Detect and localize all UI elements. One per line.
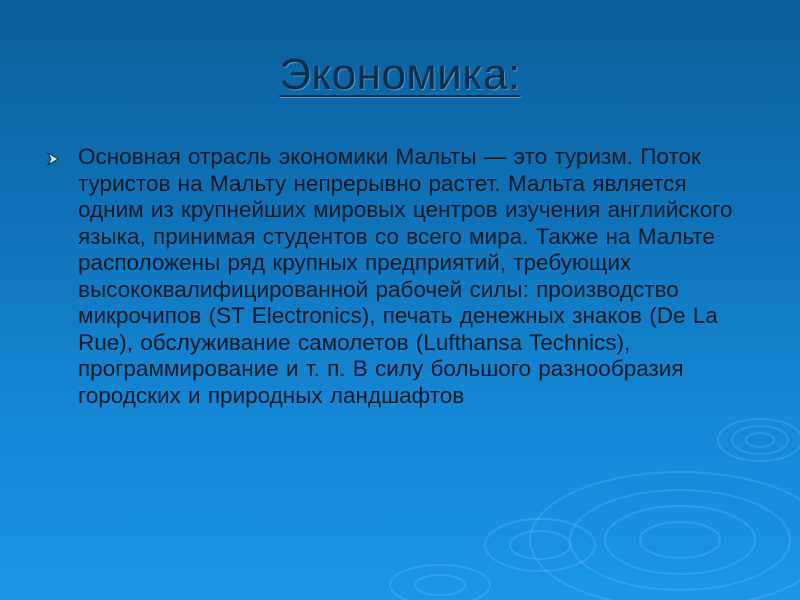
arrow-bullet-icon [46,152,60,166]
slide-title: Экономика: [279,50,521,99]
bullet-list [46,144,746,409]
bullet-item [46,144,746,409]
bullet-text: Основная отрасль экономики Мальты — это туризм. Поток туристов на Мальту непрерывно растет. Мальта является одним из крупнейших мировых центров изучения английского языка, принимая студентов со всего мира. Также на Мальте расположены ряд крупных предприятий, требующих высококвалифицированной рабочей силы: производство микрочипов (ST Electronics), печать денежных знаков (De La Rue), обслуживание самолетов (Lufthansa Technics), программирование и т. п. В силу большого разнообразия городских и природных ландшафтов [78,144,733,408]
